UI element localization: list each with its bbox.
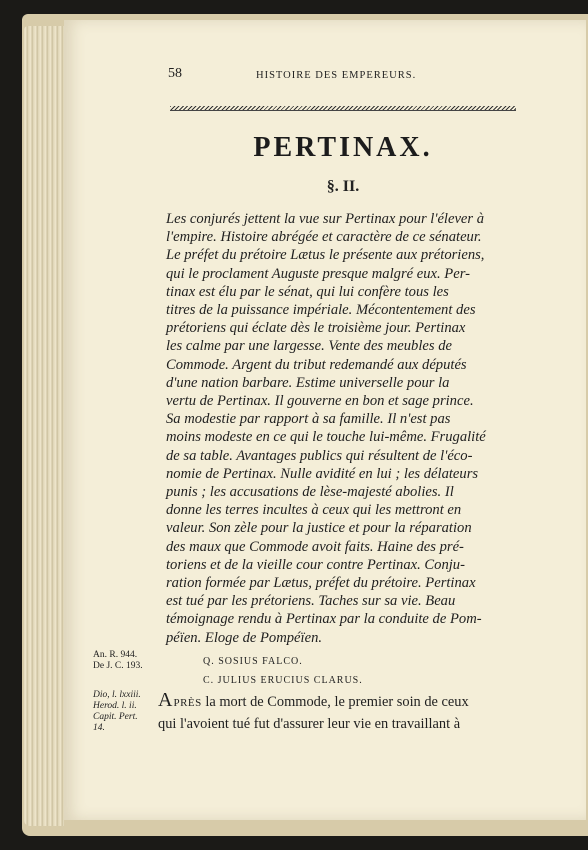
consul-line: Q. SOSIUS FALCO. — [203, 656, 303, 667]
summary-line: d'une nation barbare. Estime universelle pour la — [166, 374, 450, 391]
chapter-title: PERTINAX. — [253, 132, 433, 163]
summary-line: punis ; les accusations de lèse-majesté abolies. Il — [166, 484, 454, 501]
margin-references — [93, 690, 159, 734]
small-caps-word: PRÈS — [173, 697, 202, 709]
summary-line: toriens et de la vieille cour contre Pertinax. Conju- — [166, 556, 465, 573]
margin-ref-line: Herod. l. ii. — [93, 701, 137, 711]
summary-line: de sa table. Avantages publics qui résultent de l'éco- — [166, 447, 473, 464]
summary-line: péïen. Eloge de Pompéïen. — [166, 629, 323, 646]
summary-line: titres de la puissance impériale. Mécontentement des — [166, 302, 476, 319]
margin-date-line: De J. C. 193. — [93, 661, 143, 671]
summary-line: tinax est élu par le sénat, qui lui confère tous les — [166, 283, 449, 300]
summary-line: l'empire. Histoire abrégée et caractère de ce sénateur. — [166, 229, 482, 246]
page-number: 58 — [168, 66, 182, 81]
summary-line: Le préfet du prétoire Lætus le présente aux prétoriens, — [166, 247, 485, 264]
page-edges — [24, 26, 64, 826]
summary-line: Sa modestie par rapport à sa famille. Il n'est pas — [166, 411, 451, 428]
consuls — [203, 652, 363, 690]
summary-line: Les conjurés jettent la vue sur Pertinax pour l'élever à — [166, 211, 485, 227]
summary-line: prétoriens qui éclate dès le troisième jour. Pertinax — [166, 320, 466, 337]
summary-line: vertu de Pertinax. Il gouverne en bon et sage prince. — [166, 393, 474, 410]
summary-line: ration formée par Lætus, préfet du prétoire. Pertinax — [166, 575, 476, 592]
body-line: qui l'avoient tué fut d'assurer leur vie en travaillant à — [158, 716, 461, 732]
summary-line: valeur. Son zèle pour la justice et pour la réparation — [166, 520, 472, 537]
margin-date-line: An. R. 944. — [93, 650, 138, 660]
margin-ref-line: 14. — [93, 723, 105, 733]
consul-line: C. JULIUS ERUCIUS CLARUS. — [203, 675, 363, 686]
body-line-1-rest: la mort de Commode, le premier soin de ceux — [201, 694, 469, 710]
summary-line: Commode. Argent du tribut redemandé aux députés — [166, 356, 467, 373]
margin-date — [93, 650, 173, 672]
summary-line: nomie de Pertinax. Nulle avidité en lui ; les délateurs — [166, 465, 479, 482]
running-head: HISTOIRE DES EMPEREURS. — [256, 70, 417, 81]
body-line — [158, 690, 510, 714]
margin-ref-line: Capit. Pert. — [93, 712, 138, 722]
section-number: §. II. — [326, 178, 360, 195]
summary-line: qui le proclament Auguste presque malgré eux. Per- — [166, 265, 470, 282]
summary-line: est tué par les prétoriens. Taches sur sa vie. Beau — [166, 593, 456, 610]
summary-line: donne les terres incultes à ceux qui les mettront en — [166, 502, 462, 519]
summary-line: moins modeste en ce qui le touche lui-même. Frugalité — [166, 429, 486, 446]
body-text — [158, 690, 510, 735]
summary-line: des maux que Commode avoit faits. Haine des pré- — [166, 538, 464, 555]
summary-line: les calme par une largesse. Vente des meubles de — [166, 338, 452, 355]
ornamental-rule — [170, 106, 516, 111]
drop-cap: A — [158, 689, 174, 711]
chapter-summary — [166, 210, 514, 647]
summary-line: témoignage rendu à Pertinax par la conduite de Pom- — [166, 611, 482, 628]
page-header — [168, 66, 518, 86]
margin-ref-line: Dio, l. lxxiii. — [93, 690, 141, 700]
